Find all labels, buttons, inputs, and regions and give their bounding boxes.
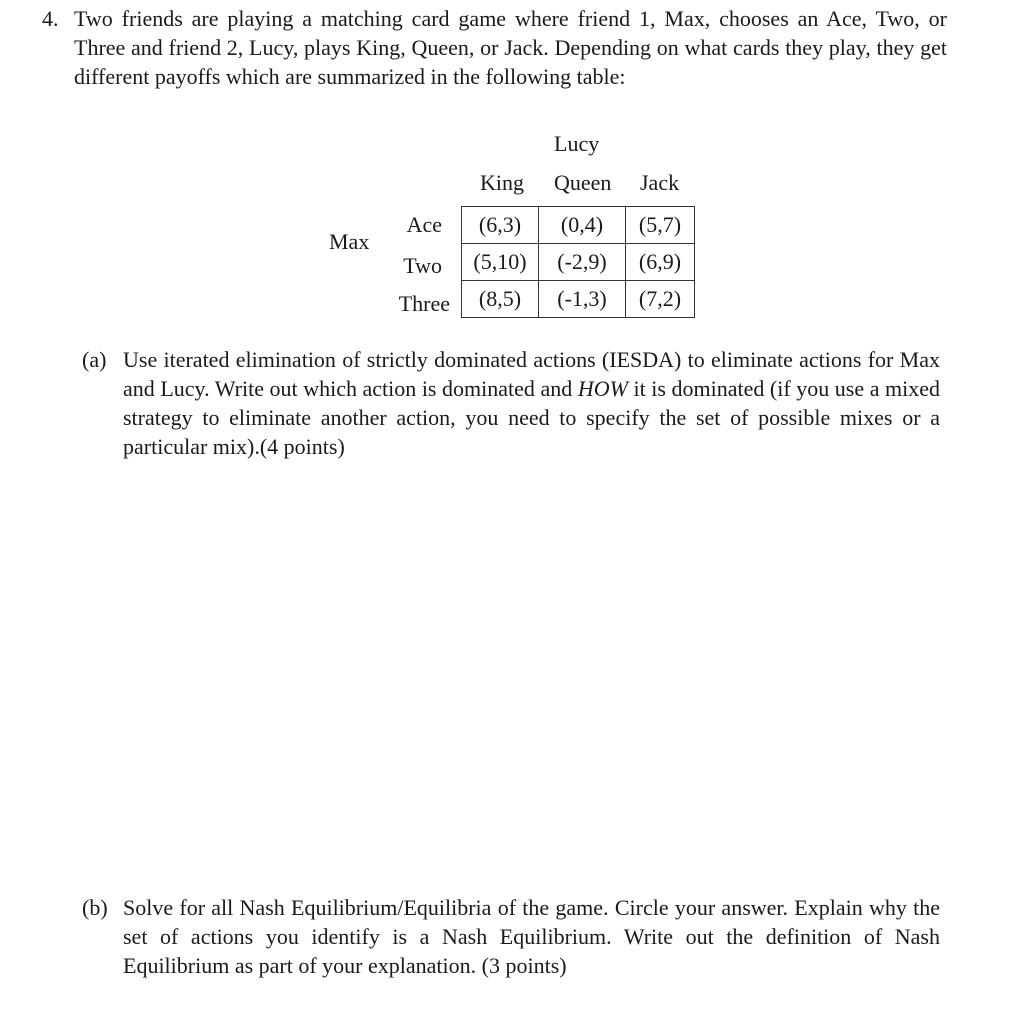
row-header-ace: Ace [406, 212, 442, 237]
table-row [462, 207, 695, 244]
payoff-cell: (8,5) [462, 281, 539, 318]
problem-statement [42, 4, 947, 91]
payoff-cell: (5,7) [626, 207, 695, 244]
column-header-jack: Jack [640, 170, 680, 195]
payoff-table [461, 206, 695, 318]
payoff-cell: (-2,9) [539, 244, 626, 281]
column-header-king: King [480, 170, 524, 195]
column-header-queen: Queen [554, 170, 612, 195]
part-a-label: (a) [82, 347, 107, 372]
part-a-emphasis: HOW [577, 376, 628, 401]
part-b [82, 893, 940, 980]
payoff-cell: (6,9) [626, 244, 695, 281]
payoff-cell: (-1,3) [539, 281, 626, 318]
row-header-three: Three [398, 291, 450, 316]
problem-text: Two friends are playing a matching card game where friend 1, Max, chooses an Ace, Two, or Three and friend 2, Lucy, plays King, Queen, or Jack. Depending on what cards they play, they get different payoffs which are summarized in the following table: [74, 6, 947, 89]
problem-number: 4. [42, 6, 59, 31]
payoff-cell: (0,4) [539, 207, 626, 244]
row-player-label: Max [329, 229, 370, 254]
row-header-two: Two [403, 253, 442, 278]
table-row [462, 244, 695, 281]
payoff-cell: (6,3) [462, 207, 539, 244]
column-player-label: Lucy [554, 131, 600, 156]
part-a-text-end: it is dominated (if you use a mixed strategy to eliminate another action, you need to specify the set of possible mixes or a particular mix).(4 points) [123, 376, 941, 459]
payoff-cell: (7,2) [626, 281, 695, 318]
payoff-cell: (5,10) [462, 244, 539, 281]
part-a [82, 345, 940, 461]
table-row [462, 281, 695, 318]
part-a-text-start: Use iterated elimination of strictly dominated actions (IESDA) to eliminate actions for Max and Lucy. Write out which action is dominated and [123, 347, 940, 401]
part-a-text [123, 345, 940, 461]
part-b-text: Solve for all Nash Equilibrium/Equilibria of the game. Circle your answer. Explain why the set of actions you identify is a Nash Equilibrium. Write out the definition of Nash Equilibrium as part of your explanation. (3 points) [123, 895, 940, 978]
part-b-label: (b) [82, 895, 108, 920]
